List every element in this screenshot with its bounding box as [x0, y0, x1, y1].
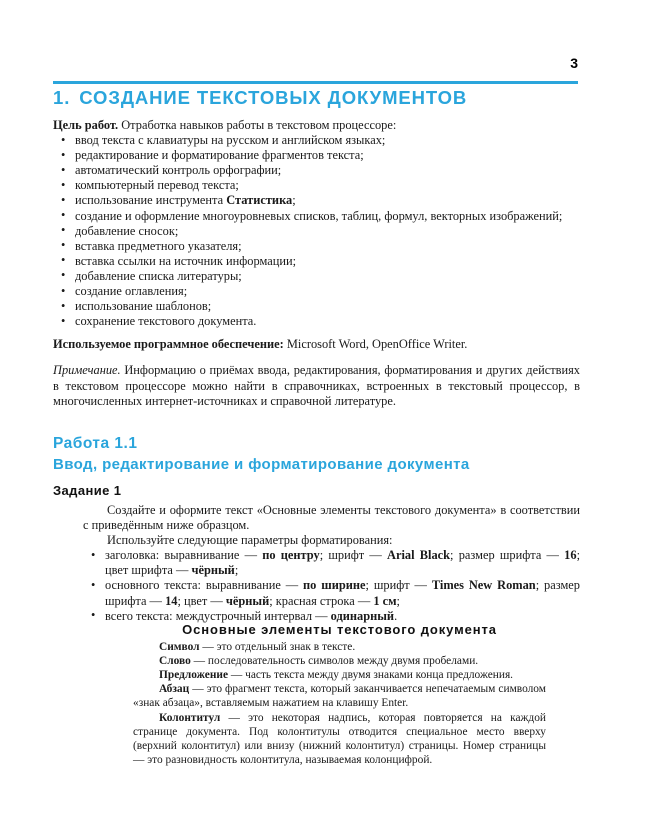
sample-title: Основные элементы текстового документа [182, 622, 497, 637]
sample-term: Слово [159, 655, 191, 668]
chapter-number: 1. [53, 87, 71, 108]
formatting-param-item: • основного текста: выравнивание — по ширине; шрифт — Times New Roman; размер шрифта — 14; цвет — чёрный; красная строка — 1 см; [83, 578, 580, 608]
goal-list-item: • вставка ссылки на источник информации; [53, 254, 580, 269]
goal-list-item: • добавление сносок; [53, 224, 580, 239]
chapter-heading [53, 87, 583, 109]
goal-list-item: • ввод текста с клавиатуры на русском и английском языках; [53, 133, 580, 148]
task-paragraph-1: Создайте и оформите текст «Основные элементы текстового документа» в соответствии с приведённым ниже образцом. [83, 503, 580, 533]
sample-paragraph: Символ — это отдельный знак в тексте. [159, 641, 356, 654]
sample-term: Символ [159, 641, 200, 654]
goal-list-item: • вставка предметного указателя; [53, 239, 580, 254]
goal-list [53, 133, 580, 329]
work-heading-block [53, 434, 580, 475]
formatting-param-item: • заголовка: выравнивание — по центру; шрифт — Arial Black; размер шрифта — 16; цвет шрифта — чёрный; [83, 548, 580, 578]
note-label: Примечание. [53, 363, 121, 378]
task-paragraph-2: Используйте следующие параметры форматирования: [107, 533, 393, 548]
formatting-params-list [83, 548, 580, 623]
header-rule [53, 81, 578, 84]
goal-list-item: • использование инструмента Статистика; [53, 193, 580, 208]
goal-list-item: • сохранение текстового документа. [53, 314, 580, 329]
goal-list-item: • автоматический контроль орфографии; [53, 163, 580, 178]
work-title: Работа 1.1 [53, 435, 138, 452]
task-label: Задание 1 [53, 483, 122, 498]
goal-list-item: • использование шаблонов; [53, 299, 580, 314]
note-text: Информацию о приёмах ввода, редактирования, форматирования и других действиях в текстовом процессоре можно найти в справочниках, встроенных в текстовый процессор, в многочисленных интернет-источниках и справочной литературе. [53, 363, 580, 408]
software-label: Используемое программное обеспечение: [53, 337, 284, 352]
software-line [53, 337, 580, 352]
sample-term: Колонтитул [159, 711, 221, 724]
goal-label: Цель работ. [53, 118, 119, 132]
sample-paragraph: Колонтитул — это некоторая надпись, которая повторяется на каждой странице документа. Под колонтитулы отводится специальное место вверху (верхний колонтитул) или внизу (нижний колонтитул) страницы. Номер страницы — это разновидность колонтитула, называемая колонцифрой. [133, 711, 546, 766]
sample-paragraph: Предложение — часть текста между двумя знаками конца предложения. [159, 669, 514, 682]
goal-list-item: • компьютерный перевод текста; [53, 178, 580, 193]
work-subtitle: Ввод, редактирование и форматирование документа [53, 456, 470, 473]
sample-term: Абзац [159, 683, 190, 696]
software-value: Microsoft Word, OpenOffice Writer. [283, 337, 468, 352]
sample-term: Предложение [159, 669, 229, 682]
sample-document [133, 623, 546, 767]
chapter-content [53, 118, 580, 409]
goal-lead [53, 118, 580, 133]
sample-paragraph: Абзац — это фрагмент текста, который заканчивается непечатаемым символом «знак абзаца», вставляемым нажатием на клавишу Enter. [133, 683, 546, 710]
goal-list-item: • редактирование и форматирование фрагментов текста; [53, 148, 580, 163]
sample-paragraph: Слово — последовательность символов между двумя пробелами. [159, 655, 479, 668]
goal-list-item: • создание и оформление многоуровневых списков, таблиц, формул, векторных изображений; [53, 209, 580, 224]
task-body [83, 503, 580, 624]
note-paragraph [53, 363, 580, 408]
goal-list-item: • создание оглавления; [53, 284, 580, 299]
chapter-title-text: СОЗДАНИЕ ТЕКСТОВЫХ ДОКУМЕНТОВ [79, 87, 468, 108]
goal-intro: Отработка навыков работы в текстовом процессоре: [118, 118, 397, 132]
formatting-param-item: • всего текста: междустрочный интервал — одинарный. [83, 609, 580, 624]
goal-list-item: • добавление списка литературы; [53, 269, 580, 284]
sample-paragraphs [133, 640, 546, 767]
page-number: 3 [570, 55, 578, 71]
